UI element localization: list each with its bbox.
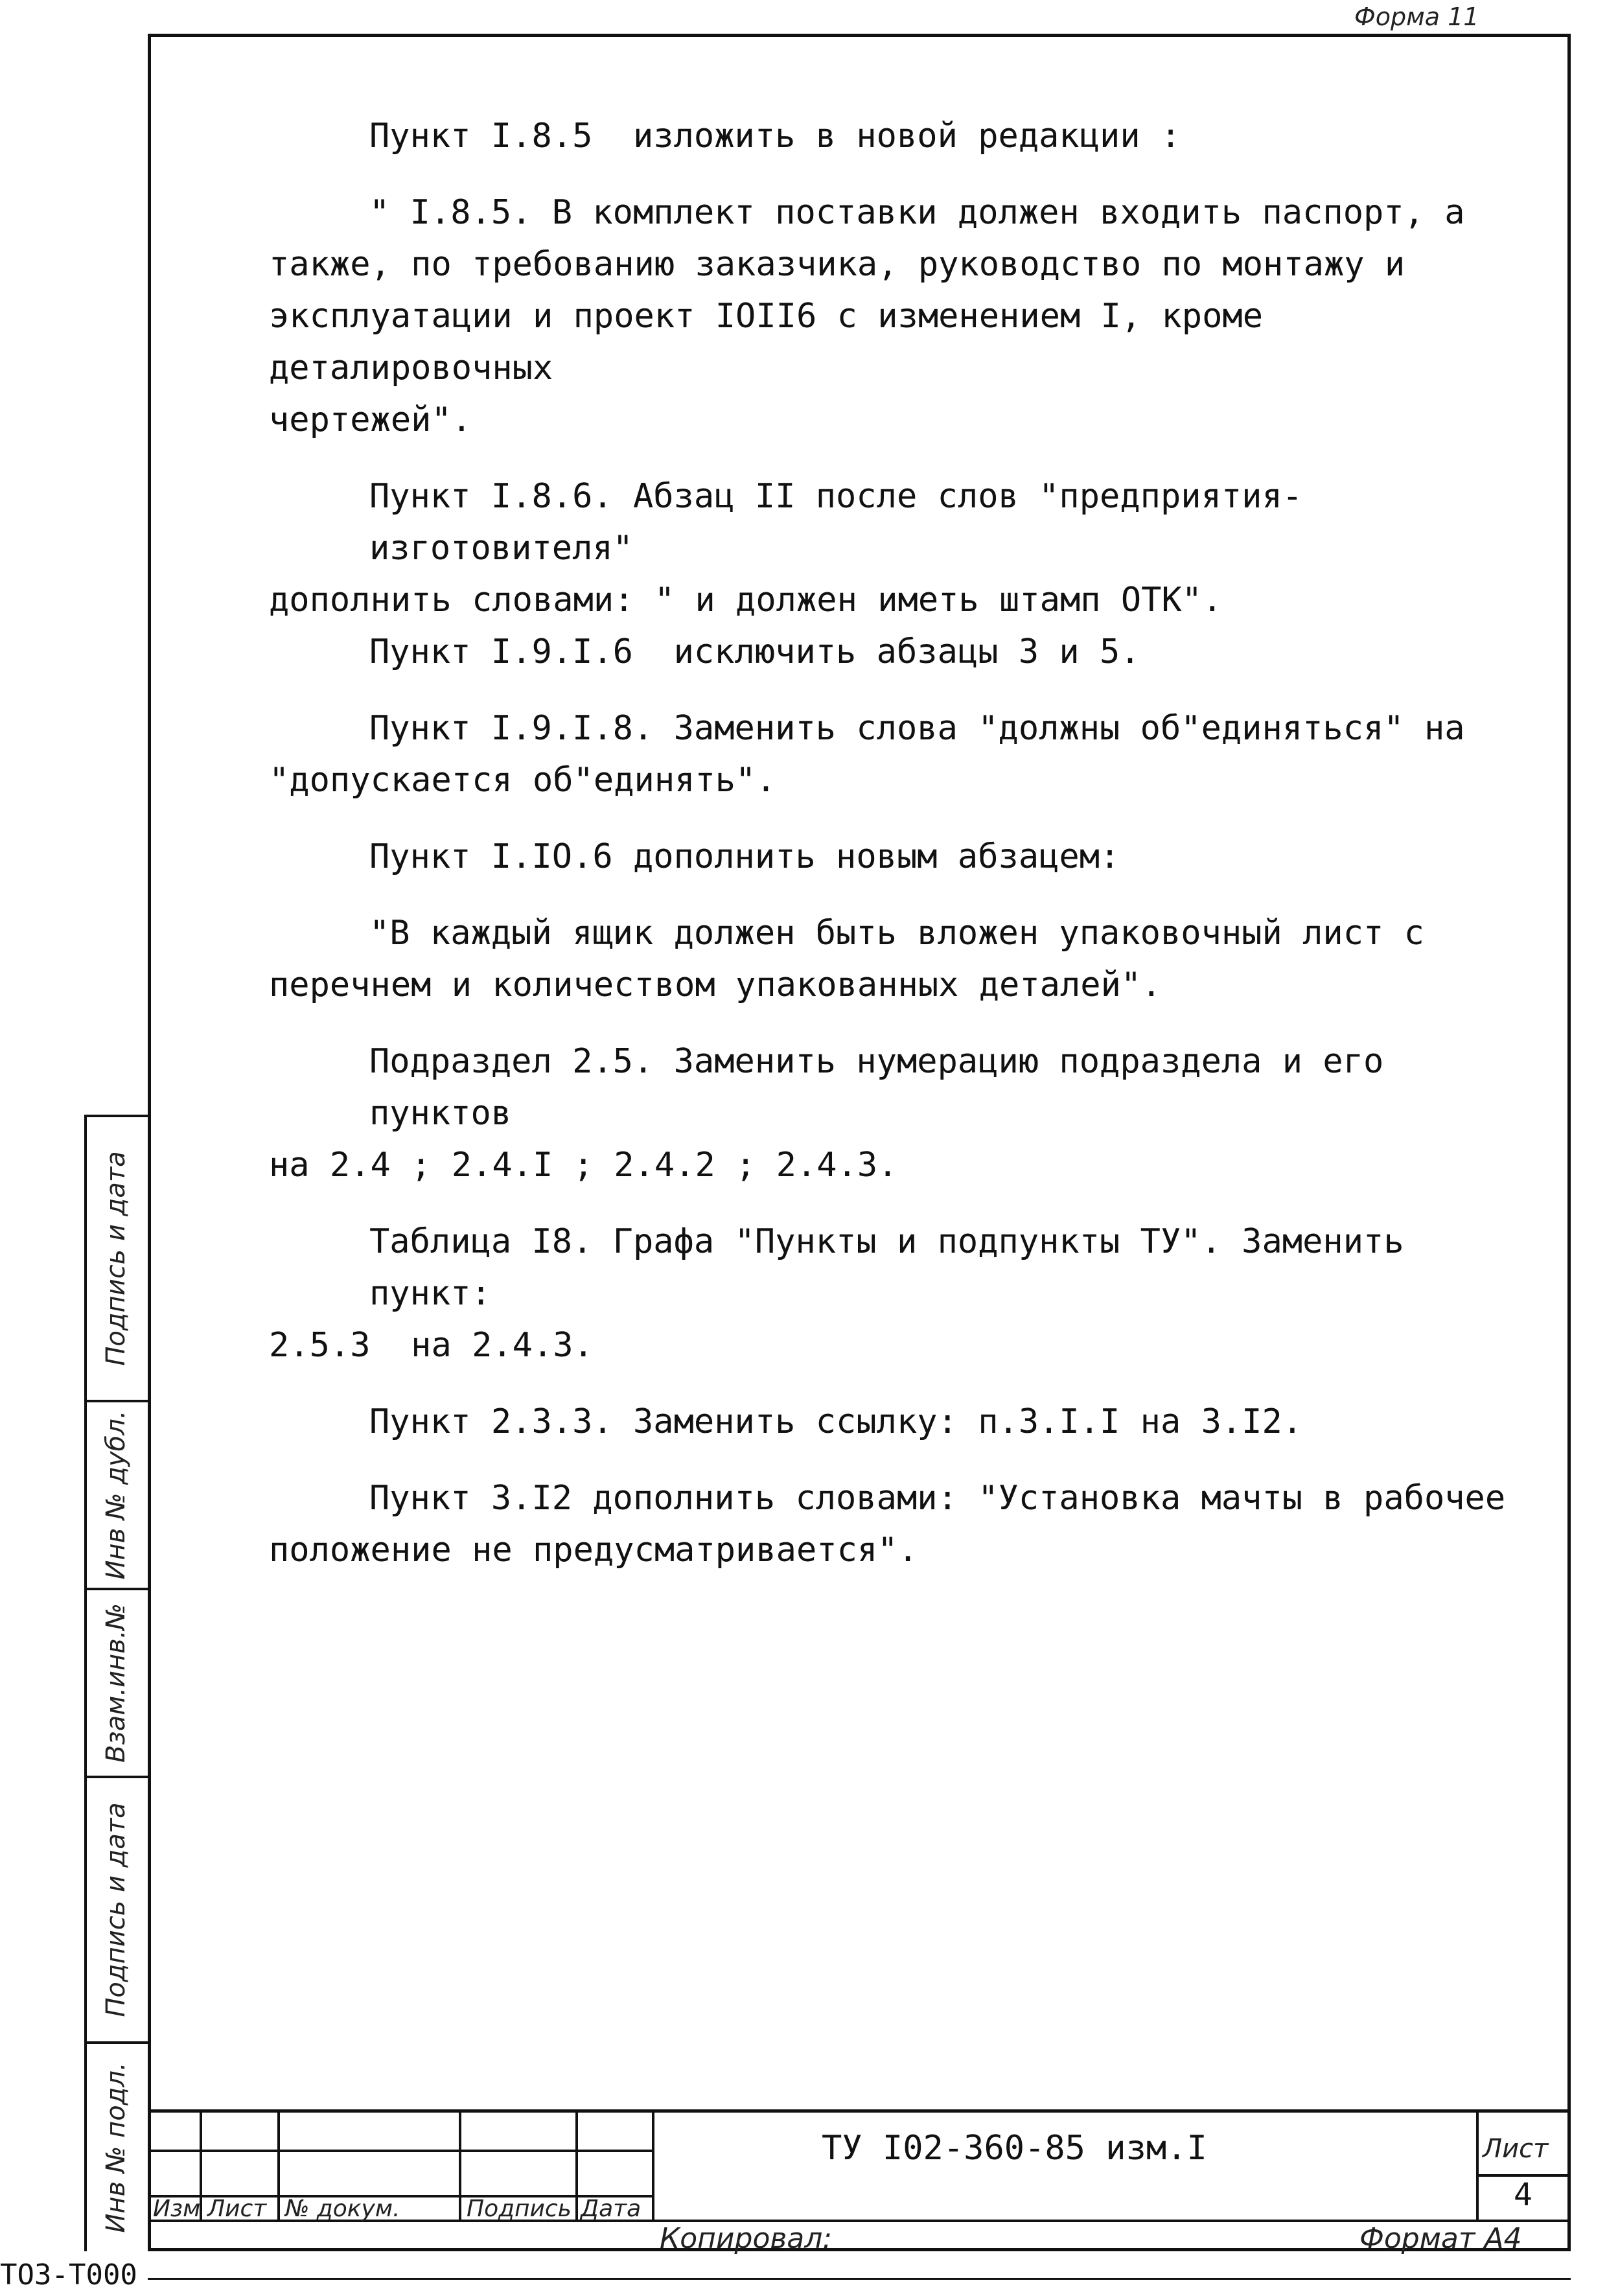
copied-by-label: Копировал: <box>660 2222 833 2255</box>
paragraph: Пункт I.IO.6 дополнить новым абзацем: <box>369 837 1120 876</box>
col-izm: Изм <box>153 2196 201 2222</box>
document-code: ТУ I02-360-85 изм.I <box>822 2129 1207 2168</box>
side-cell-sign-date-1 <box>84 1776 148 2041</box>
paragraph: на 2.4 ; 2.4.I ; 2.4.2 ; 2.4.3. <box>269 1146 898 1185</box>
side-label: Инв № подл. <box>101 2062 131 2233</box>
paragraph: также, по требованию заказчика, руководство по монтажу и <box>269 245 1405 284</box>
sheet-label: Лист <box>1483 2134 1549 2164</box>
side-label: Взам.инв.№ <box>101 1603 131 1763</box>
bottom-left-code: ТОЗ-Т000 <box>0 2258 137 2291</box>
paragraph: Подраздел 2.5. Заменить нумерацию подраздела и его пунктов <box>369 1042 1404 1133</box>
paragraph: положение не предусматривается". <box>269 1531 918 1570</box>
paragraph: эксплуатации и проект IOII6 с изменением I, кроме деталировочных <box>269 297 1284 388</box>
paragraph: чертежей". <box>269 400 472 439</box>
paragraph: Таблица I8. Графа "Пункты и подпункты ТУ". Заменить пункт: <box>369 1222 1424 1313</box>
document-body <box>269 110 1539 1576</box>
paragraph: 2.5.3 на 2.4.3. <box>269 1326 594 1365</box>
paragraph: Пункт I.9.I.8. Заменить слова "должны об"единяться" на <box>369 709 1465 748</box>
col-list: Лист <box>207 2196 267 2222</box>
side-cell-inv-dubl <box>84 1400 148 1588</box>
paragraph: перечнем и количеством упакованных деталей". <box>269 966 1162 1004</box>
paragraph: Пункт I.9.I.6 исключить абзацы 3 и 5. <box>369 632 1140 671</box>
side-label: Инв № дубл. <box>101 1410 131 1580</box>
sheet-number: 4 <box>1514 2177 1532 2213</box>
side-label: Подпись и дата <box>101 1151 131 1366</box>
format-label: Формат А4 <box>1359 2222 1522 2255</box>
col-date: Дата <box>581 2196 642 2222</box>
side-label: Подпись и дата <box>101 1802 131 2017</box>
paragraph: " I.8.5. В комплект поставки должен входить паспорт, а <box>369 193 1465 232</box>
paragraph: дополнить словами: " и должен иметь штамп ОТК". <box>269 581 1223 620</box>
col-doc-number: № докум. <box>285 2196 400 2222</box>
paragraph: "В каждый ящик должен быть вложен упаковочный лист с <box>369 914 1424 953</box>
side-cell-inv-podl <box>84 2041 148 2251</box>
paragraph: Пункт 3.I2 дополнить словами: "Установка мачты в рабочее <box>369 1479 1506 1518</box>
title-block <box>148 2109 1571 2255</box>
side-cell-sign-date-2 <box>84 1115 148 1400</box>
paragraph: Пункт 2.3.3. Заменить ссылку: п.3.I.I на 3.I2. <box>369 1402 1303 1441</box>
paragraph: "допускается об"единять". <box>269 761 776 800</box>
col-signature: Подпись <box>467 2196 572 2222</box>
side-cell-vzam-inv <box>84 1588 148 1776</box>
paragraph: Пункт I.8.5 изложить в новой редакции : <box>369 117 1181 156</box>
bottom-rule <box>148 2278 1571 2280</box>
form-label: Форма 11 <box>1354 3 1479 31</box>
paragraph: Пункт I.8.6. Абзац II после слов "предприятия-изготовителя" <box>369 477 1303 568</box>
